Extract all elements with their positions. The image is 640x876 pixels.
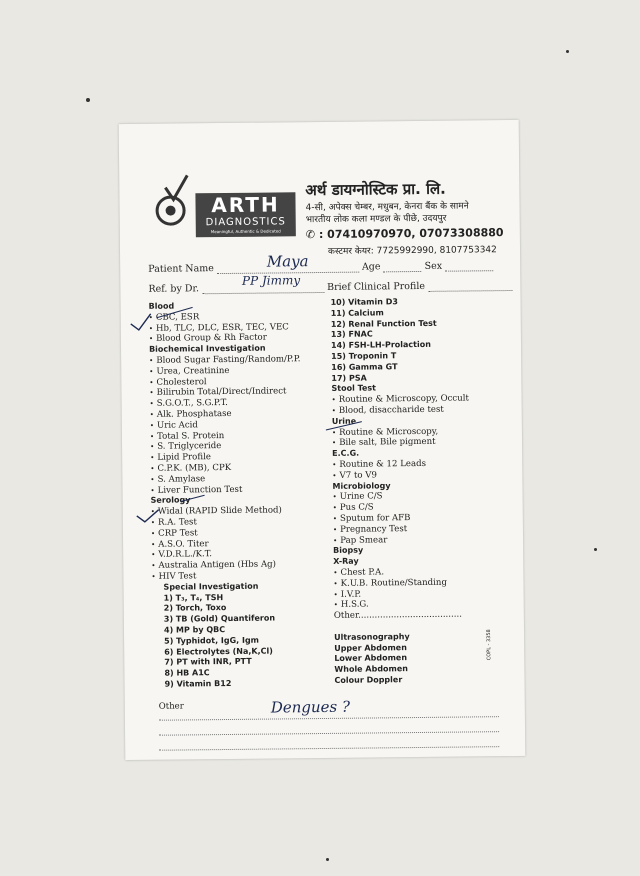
test-item[interactable]: • Pus C/S: [333, 502, 470, 514]
test-item[interactable]: • V7 to V9: [332, 469, 469, 481]
test-item: 4) MP by QBC: [163, 624, 226, 635]
ref-value: PP Jimmy: [241, 273, 301, 288]
test-item: Blood: [148, 301, 175, 311]
test-item[interactable]: • Routine & Microscopy, Occult: [332, 394, 469, 406]
test-item: 1) T₃, T₄, TSH: [163, 592, 224, 603]
test-item: Colour Doppler: [334, 675, 403, 685]
test-item: 8) HB A1C: [164, 668, 210, 678]
test-item: Ultrasonography: [334, 631, 410, 642]
test-item[interactable]: • Routine & Microscopy,: [332, 426, 469, 438]
test-item[interactable]: • A.S.O. Titer: [151, 538, 302, 550]
test-item[interactable]: • Lipid Profile: [150, 451, 301, 463]
test-item[interactable]: • Chest P.A.: [333, 566, 470, 578]
test-item[interactable]: • H.S.G.: [334, 599, 471, 611]
test-item: Biopsy: [333, 545, 364, 556]
requisition-form: [119, 120, 526, 760]
test-item[interactable]: • Urea, Creatinine: [149, 365, 300, 377]
patient-name-value: Maya: [266, 252, 309, 271]
test-item: Stool Test: [331, 383, 377, 394]
test-item: Biochemical Investigation: [148, 343, 266, 354]
patient-name-label: Patient Name: [148, 263, 214, 275]
test-item: 11) Calcium: [330, 308, 384, 318]
test-item: E.C.G.: [332, 448, 360, 459]
test-item[interactable]: • Blood Group & Rh Factor: [149, 333, 300, 345]
brand-sub: DIAGNOSTICS: [205, 216, 286, 229]
test-item[interactable]: • Widal (RAPID Slide Method): [151, 505, 302, 517]
test-item: Lower Abdomen: [334, 653, 408, 664]
test-item: Special Investigation: [163, 581, 259, 592]
test-item: 2) Torch, Toxo: [163, 603, 227, 613]
test-item[interactable]: • Pap Smear: [333, 534, 470, 546]
test-item[interactable]: • R.A. Test: [151, 516, 302, 528]
test-item[interactable]: • HIV Test: [151, 570, 302, 582]
test-item: Microbiology: [332, 480, 391, 491]
test-item[interactable]: • S. Amylase: [150, 473, 301, 485]
test-item: Other......................................: [333, 609, 462, 621]
test-item[interactable]: • Routine & 12 Leads: [332, 458, 469, 470]
test-item[interactable]: • Alk. Phosphatase: [150, 408, 301, 420]
test-item[interactable]: • Sputum for AFB: [333, 512, 470, 524]
brief-label: Brief Clinical Profile: [327, 280, 426, 293]
hindi-name: अर्थ डायग्नोस्टिक प्रा. लि.: [305, 179, 446, 200]
other-row: [159, 701, 184, 711]
speck: [594, 548, 597, 551]
test-item[interactable]: • Australia Antigen (Hbs Ag): [151, 559, 302, 571]
test-item[interactable]: • Pregnancy Test: [333, 523, 470, 535]
test-item: 3) TB (Gold) Quantiferon: [163, 613, 276, 624]
address-line-2: भारतीय लोक कला मण्डल के पीछे, उदयपुर: [305, 213, 447, 226]
test-item: X-Ray: [333, 556, 359, 567]
test-item: Urine: [331, 416, 357, 426]
test-item[interactable]: • Bile salt, Bile pigment: [332, 437, 469, 449]
phone-numbers: : 07410970970, 07073308880: [318, 226, 504, 242]
test-item: Upper Abdomen: [334, 642, 407, 653]
test-item: 17) PSA: [331, 373, 367, 383]
test-item[interactable]: • CRP Test: [151, 527, 302, 539]
test-item[interactable]: • Bilirubin Total/Direct/Indirect: [149, 387, 300, 399]
test-item[interactable]: • Hb, TLC, DLC, ESR, TEC, VEC: [149, 322, 300, 334]
phone-icon: ✆: [305, 228, 316, 242]
test-item[interactable]: • C.P.K. (MB), CPK: [150, 462, 301, 474]
test-item[interactable]: • Liver Function Test: [150, 484, 301, 496]
form-code: COPL - 3358: [485, 629, 493, 661]
test-item[interactable]: • S. Triglyceride: [150, 441, 301, 453]
age-label: Age: [361, 261, 381, 273]
test-item: Serology: [150, 495, 191, 506]
brand-tagline: Meaningful, Authentic & Dedicated: [210, 228, 281, 235]
test-item[interactable]: • Cholesterol: [149, 376, 300, 388]
test-item: 16) Gamma GT: [331, 361, 398, 372]
test-item: 10) Vitamin D3: [330, 297, 398, 307]
test-item: 14) FSH-LH-Prolaction: [330, 340, 431, 351]
speck: [326, 858, 329, 861]
test-item: Whole Abdomen: [334, 664, 409, 674]
sex-label: Sex: [424, 260, 443, 272]
test-item[interactable]: • CBC, ESR: [149, 311, 300, 323]
tick-marks: [119, 120, 526, 760]
ref-label: Ref. by Dr.: [148, 283, 200, 295]
speck: [566, 50, 569, 53]
speck: [86, 98, 90, 102]
test-item[interactable]: • Blood, disaccharide test: [332, 404, 469, 416]
test-item: 7) PT with INR, PTT: [164, 657, 252, 667]
test-item[interactable]: • Total S. Protein: [150, 430, 301, 442]
address-line-1: 4-सी, अपेक्स चेम्बर, मधुबन, केनरा बैंक के सामने: [305, 201, 469, 214]
customer-care: कस्टमर केयर: 7725992990, 8107753342: [327, 245, 497, 257]
test-item: 5) Typhidot, IgG, Igm: [164, 635, 260, 646]
test-item[interactable]: • Uric Acid: [150, 419, 301, 431]
test-item[interactable]: • Blood Sugar Fasting/Random/P.P.: [149, 354, 300, 366]
test-item: 15) Troponin T: [331, 351, 397, 361]
brand-name: ARTH: [211, 192, 280, 218]
test-item[interactable]: • Urine C/S: [333, 491, 470, 503]
other-value: Dengues ?: [270, 697, 351, 717]
test-item: 6) Electrolytes (Na,K,Cl): [164, 646, 273, 657]
test-item[interactable]: • S.G.O.T., S.G.P.T.: [150, 397, 301, 409]
test-item: 13) FNAC: [330, 329, 373, 340]
test-item: 12) Renal Function Test: [330, 318, 437, 329]
test-item[interactable]: • K.U.B. Routine/Standing: [333, 577, 470, 589]
other-label: Other: [158, 701, 184, 712]
test-item[interactable]: • I.V.P.: [334, 588, 471, 600]
test-item: 9) Vitamin B12: [164, 678, 232, 689]
test-item[interactable]: • V.D.R.L./K.T.: [151, 549, 302, 561]
